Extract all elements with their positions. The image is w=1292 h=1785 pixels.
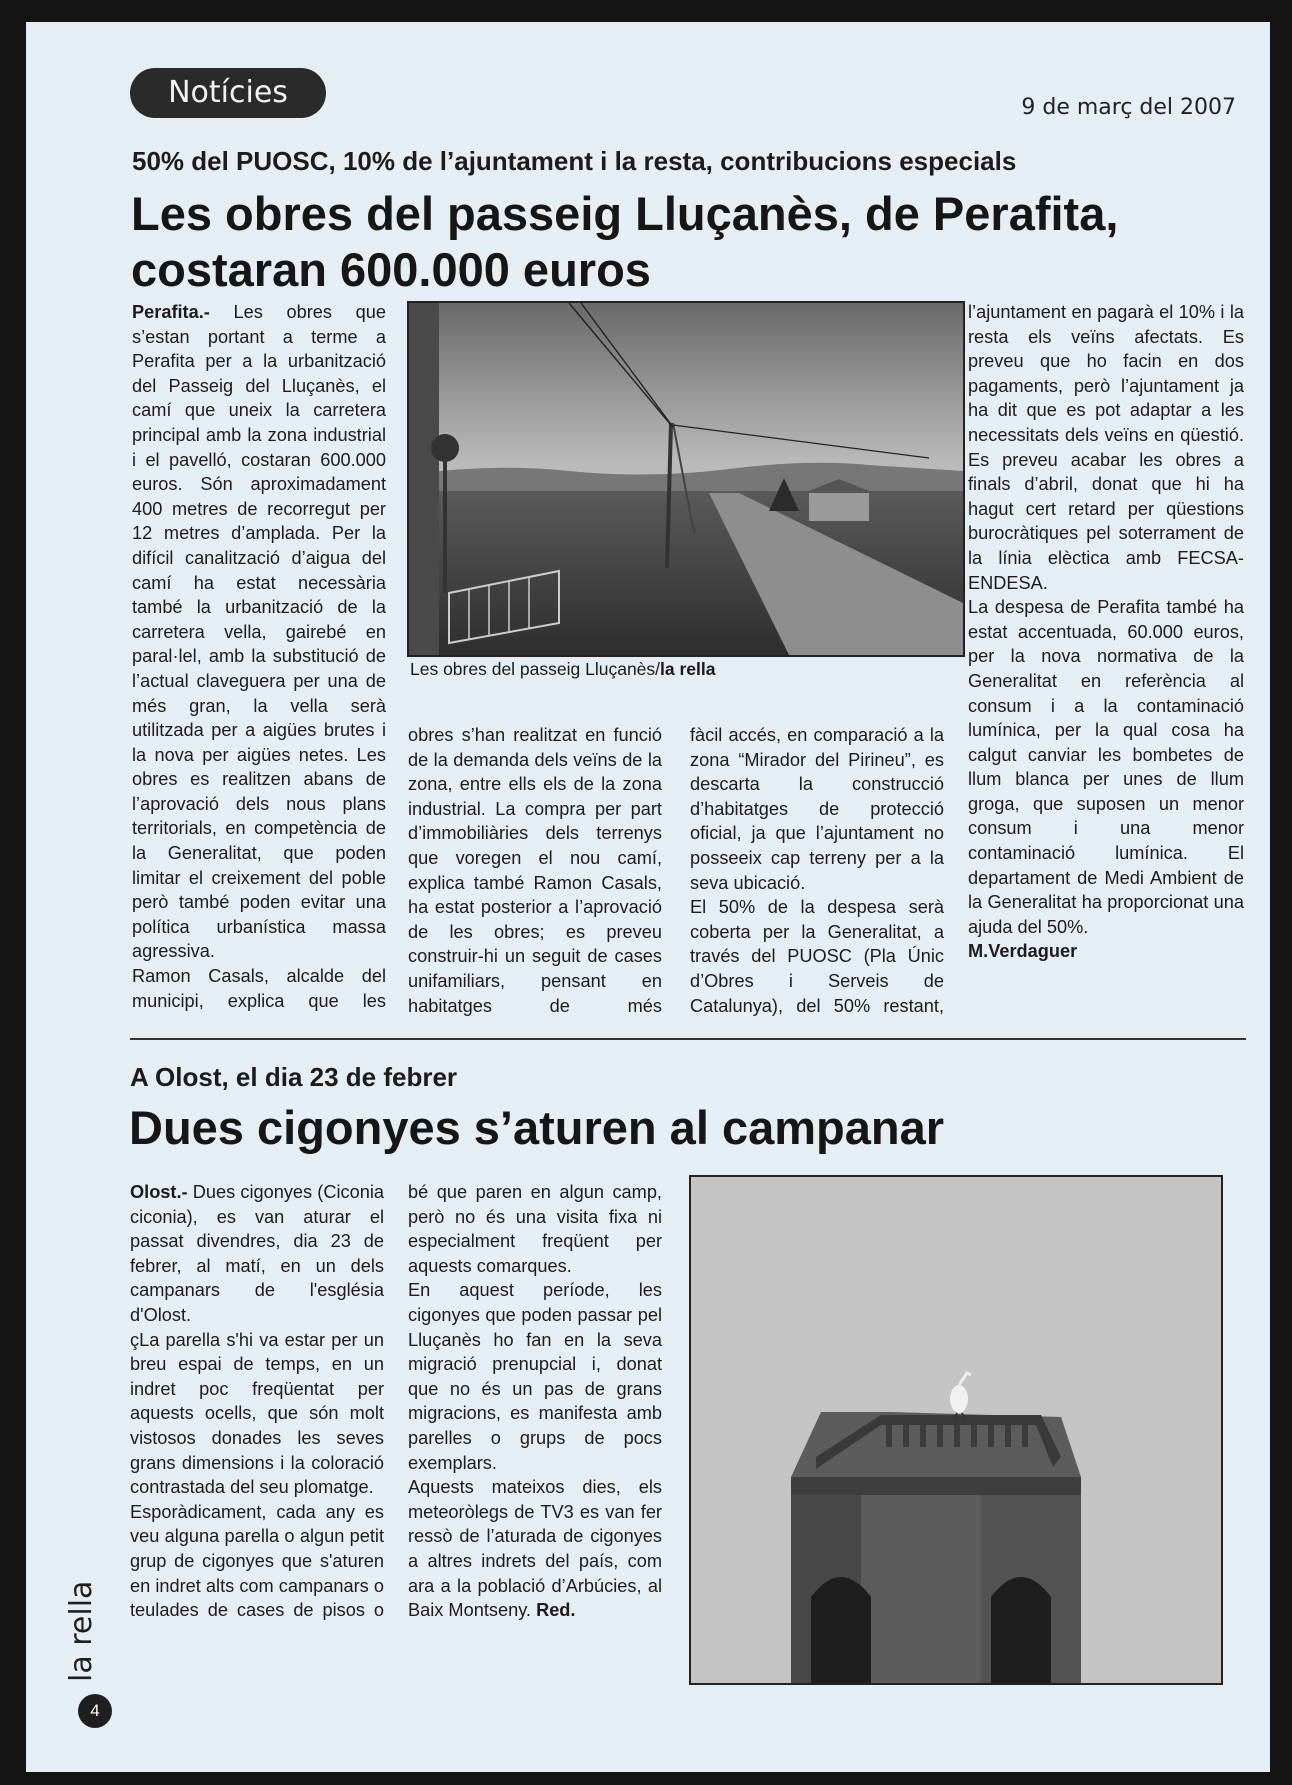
article1-column-1 [132, 300, 386, 1013]
page-number-badge: 4 [78, 1694, 112, 1728]
article-divider [130, 1038, 1246, 1040]
newspaper-page [26, 22, 1270, 1772]
issue-date: 9 de març del 2007 [1021, 95, 1236, 120]
article1-signature: M.Verdaguer [968, 941, 1078, 962]
article2-signature: Red. [536, 1600, 576, 1621]
article1-column-3 [690, 723, 944, 1018]
article1-dateline: Perafita.- [132, 302, 210, 322]
article1-headline-line2: costaran 600.000 euros [131, 243, 651, 296]
article2-photo [689, 1175, 1223, 1685]
caption-credit: la rella [660, 659, 716, 679]
article1-col4-text: l’ajuntament en pagarà el 10% i la resta els veïns afectats. Es preveu que ho facin en dos pagaments, però l’ajuntament ja ha dit que es pot adaptar a les necessitats dels veïns en qüestió. Es preveu acabar les obres a finals d’abril, donat que hi ha hagut cert retard per qüestions burocràtiques pel soterrament de la línia elèctica amb FECSA-ENDESA. [968, 302, 1244, 593]
article2-dateline: Olost.- [130, 1182, 188, 1202]
article2-col1-text-b: çLa parella s'hi va estar per un breu espai de temps, en un indret poc freqüentat per aquests ocells, que són molt vistosos donades les seves grans dimensions i la coloració contrastada del seu plomatge. [130, 1329, 384, 1498]
road-works-photo [409, 303, 963, 655]
article2-col2-text-b: En aquest període, les cigonyes que poden passar pel Lluçanès ho fan en la seva migració prenupcial i, donat que no és un pas de grans migracions, es manifesta amb parelles o grups de pocs exemplars. [408, 1280, 662, 1473]
section-tab: Notícies [130, 68, 326, 118]
article1-col1-text-b: Ramon Casals, alcalde del municipi, explica que les [132, 966, 386, 1011]
article2-kicker: A Olost, el dia 23 de febrer [130, 1062, 458, 1092]
article1-kicker: 50% del PUOSC, 10% de l’ajuntament i la resta, contribucions especials [132, 146, 1017, 176]
caption-text: Les obres del passeig Lluçanès/ [410, 659, 661, 679]
article2-col1-text-c: Esporàdicament, cada any es veu alguna parella o algun petit grup de cigonyes que s'aturen en indret alts com campanars o teulades de cases de pisos o [130, 1501, 384, 1621]
article1-photo [407, 301, 965, 657]
article2-column-1 [130, 1180, 384, 1623]
bell-tower-stork-photo [691, 1177, 1221, 1683]
article2-col2-text-c: Aquests mateixos dies, els meteoròlegs de TV3 es van fer ressò de l’aturada de cigonyes a altres indrets del país, com ara a la població d’Arbúcies, al Baix Montseny. [408, 1477, 662, 1621]
article2-col2-text: bé que paren en algun camp, però no és una visita fixa ni especialment freqüent per aquests comarques. [408, 1182, 662, 1276]
article1-col1-text: Les obres que s’estan portant a terme a Perafita per a la urbanització del Passeig del Lluçanès, el camí que uneix la carretera principal amb la zona industrial i el pavelló, costaran 600.000 euros. Són aproximadament 400 metres de recorregut per 12 metres d’amplada. Per la difícil canalització d’aigua del camí ha estat necessària també la urbanització de la carretera vella, gairebé en paral·lel, amb la substitució de l’actual claveguera per una de més gran, la vella serà utilitzada per a aigües brutes i la nova per aigües netes. Les obres es realitzen abans de l’aprovació dels nous plans territorials, en competència de la Generalitat, que poden limitar el creixement del poble però també poden evitar una política urbanística massa agressiva. [132, 302, 386, 962]
article1-col3-text: fàcil accés, en comparació a la zona “Mirador del Pirineu”, es descarta la construcció d’habitatges de protecció oficial, ja que l’ajuntament no posseeix cap terreny per a la seva ubicació. [690, 725, 944, 893]
article1-photo-caption [410, 659, 716, 680]
article1-headline [131, 186, 1118, 298]
article2-column-2 [408, 1180, 662, 1623]
publication-side-title: la rella [64, 1580, 99, 1682]
article1-col3-text-b: El 50% de la despesa serà coberta per la Generalitat, a través del PUOSC (Pla Únic d’Obres i Serveis de Catalunya), del 50% restant, [690, 897, 944, 1016]
article1-col4-text-b: La despesa de Perafita també ha estat accentuada, 60.000 euros, per la nova normativa de la Generalitat en referència al consum i a la contaminació lumínica, per la qual cosa ha calgut canviar les bombetes de llum blanca per unes de llum groga, que suposen un menor consum i una menor contaminació lumínica. El departament de Medi Ambient de la Generalitat ha proporcionat una ajuda del 50%. [968, 597, 1244, 937]
article2-headline: Dues cigonyes s’aturen al campanar [129, 1101, 944, 1154]
article1-column-4 [968, 300, 1244, 964]
article1-headline-line1: Les obres del passeig Lluçanès, de Perafita, [131, 187, 1119, 240]
article1-col2-text: obres s’han realitzat en funció de la demanda dels veïns de la zona, entre ells els de la zona industrial. La compra per part d’immobiliàries dels terrenys que voregen el nou camí, explica també Ramon Casals, ha estat posterior a l’aprovació de les obres; es preveu construir-hi un seguit de cases unifamiliars, pensant en habitatges de més [408, 725, 662, 1016]
article2-col1-text: Dues cigonyes (Ciconia ciconia), es van aturar el passat divendres, dia 23 de febrer, al matí, en un dels campanars de l'església d'Olost. [130, 1182, 384, 1325]
article1-column-2 [408, 723, 662, 1018]
